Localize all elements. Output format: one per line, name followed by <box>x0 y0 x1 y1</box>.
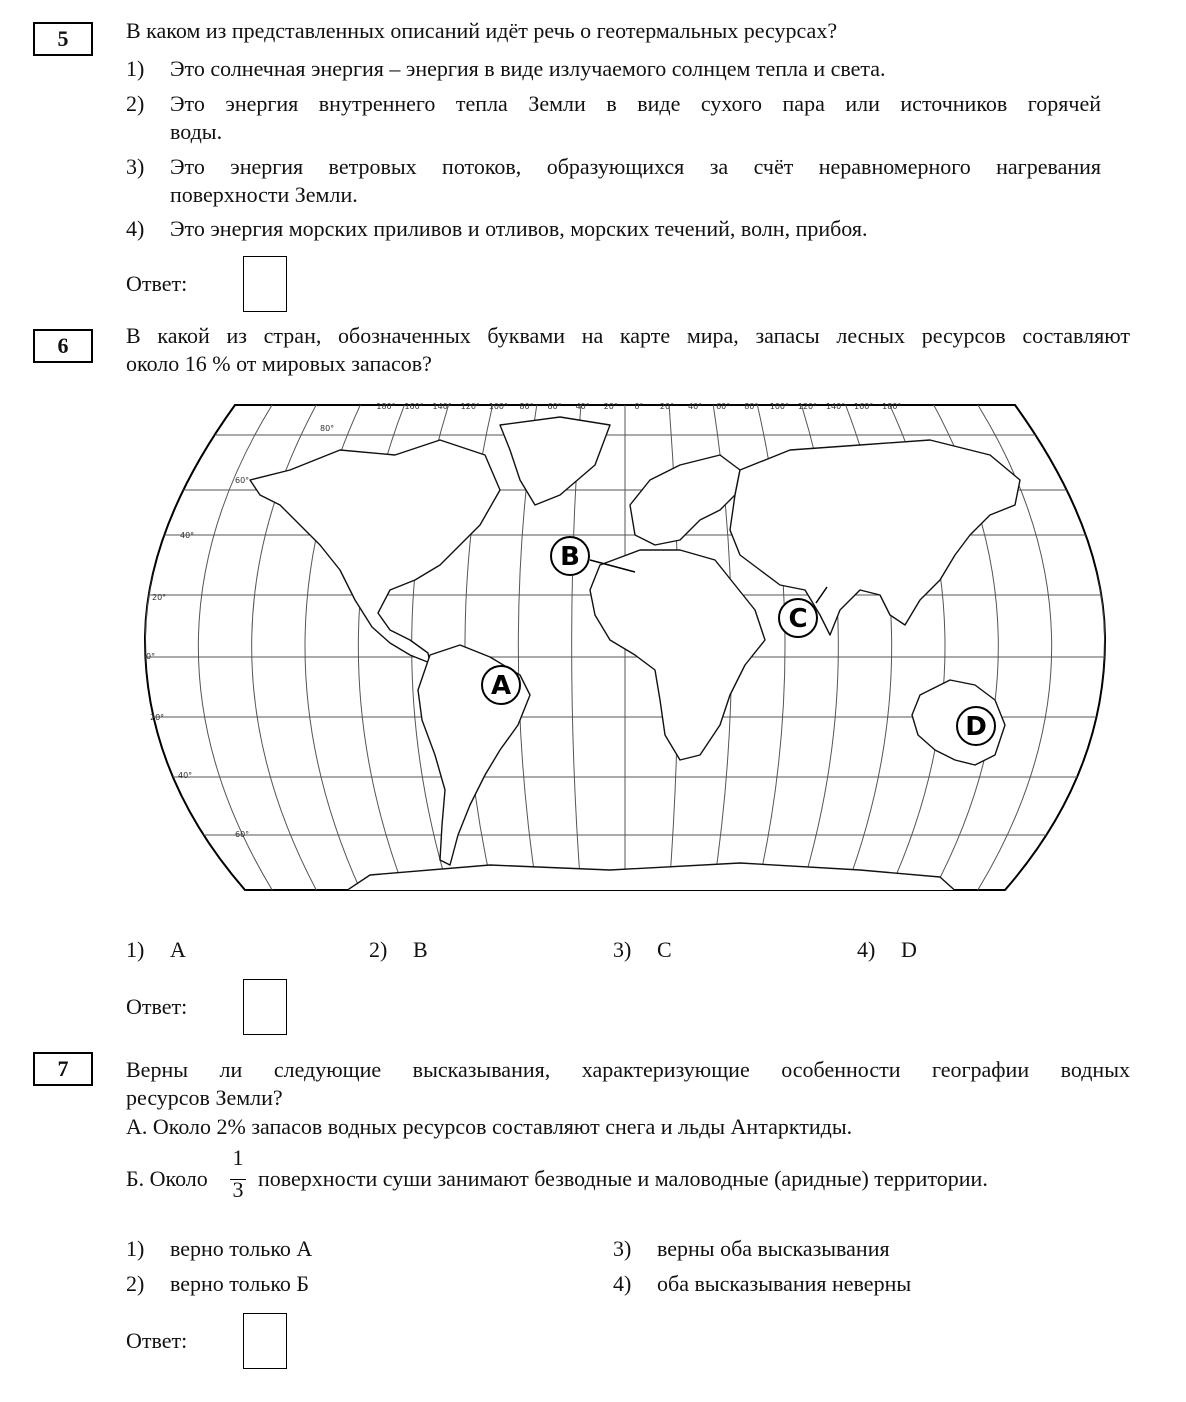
q5-option-1-number: 1) <box>126 56 145 81</box>
q6-option-2-text: B <box>413 937 428 962</box>
q6-option-4-number: 4) <box>857 937 876 962</box>
q7-option-3 <box>613 1236 890 1262</box>
marker-d-label: D <box>965 712 987 742</box>
q6-option-3 <box>613 937 672 963</box>
marker-a-label: A <box>490 671 512 701</box>
longitude-label: 40° <box>688 402 703 411</box>
longitude-label: 100° <box>488 402 509 411</box>
q6-option-2 <box>369 937 428 963</box>
longitude-label: 100° <box>769 402 790 411</box>
world-map <box>140 395 1110 900</box>
marker-b <box>551 537 589 575</box>
question-6-text-line1: В какой из стран, обозначенных буквами на карте мира, запасы лесных ресурсов составляют <box>126 323 1130 348</box>
q6-option-4 <box>857 937 917 963</box>
q7-option-4-number: 4) <box>613 1271 632 1296</box>
q7-option-2-text: верно только Б <box>170 1271 310 1296</box>
q7-option-4 <box>613 1271 911 1297</box>
longitude-label: 140° <box>432 402 452 411</box>
q7-option-3-number: 3) <box>613 1236 632 1261</box>
q6-option-2-number: 2) <box>369 937 388 962</box>
q6-option-1-text: A <box>170 937 186 962</box>
question-number-6: 6 <box>33 329 93 363</box>
q6-option-1-number: 1) <box>126 937 145 962</box>
latitude-label: 60° <box>235 830 250 839</box>
q7-option-1 <box>126 1236 312 1262</box>
q6-option-3-text: C <box>657 937 672 962</box>
q6-option-1 <box>126 937 186 963</box>
latitude-label: 40° <box>178 771 193 780</box>
longitude-label: 20° <box>659 402 675 411</box>
longitude-label: 160° <box>854 402 874 411</box>
statement-b-text: поверхности суши занимают безводные и маловодные (аридные) территории. <box>258 1166 988 1191</box>
question-6-text-line2: около 16 % от мировых запасов? <box>126 351 432 376</box>
q5-option-2-number: 2) <box>126 91 145 116</box>
q5-option-4-text: Это энергия морских приливов и отливов, морских течений, волн, прибоя. <box>170 216 868 241</box>
latitude-label: 0° <box>146 652 156 661</box>
latitude-label: 20° <box>152 593 167 602</box>
q5-option-3-text-line2: поверхности Земли. <box>170 182 358 207</box>
longitude-label: 120° <box>460 402 480 411</box>
q7-answer-label: Ответ: <box>126 1328 188 1353</box>
question-7-text-line2: ресурсов Земли? <box>126 1085 283 1110</box>
q7-option-2 <box>126 1271 309 1297</box>
marker-c-label: C <box>788 604 808 634</box>
longitude-label: 20° <box>603 402 618 411</box>
q5-option-3-number: 3) <box>126 154 145 179</box>
q7-option-3-text: верны оба высказывания <box>657 1236 890 1261</box>
q6-answer-label: Ответ: <box>126 994 188 1019</box>
q6-option-4-text: D <box>901 937 917 962</box>
q7-option-1-number: 1) <box>126 1236 145 1261</box>
longitude-label: 180° <box>376 402 396 411</box>
q5-option-2-text-line2: воды. <box>170 119 223 144</box>
latitude-label: 20° <box>150 713 165 722</box>
fraction-numerator: 1 <box>232 1145 244 1170</box>
longitude-label: 60° <box>547 402 562 411</box>
longitude-label: 140° <box>825 402 846 411</box>
q6-option-3-number: 3) <box>613 937 632 962</box>
question-number-5: 5 <box>33 22 93 56</box>
q5-option-2-text-line1: Это энергия внутреннего тепла Земли в виде сухого пара или источников горячей <box>170 91 1101 116</box>
q5-answer-label: Ответ: <box>126 271 188 296</box>
marker-d <box>957 707 995 745</box>
q5-option-3-text-line1: Это энергия ветровых потоков, образующихся за счёт неравномерного нагревания <box>170 154 1101 179</box>
longitude-label: 40° <box>575 402 590 411</box>
latitude-label: 60° <box>235 476 250 485</box>
fraction-denominator: 3 <box>232 1177 244 1202</box>
q7-option-4-text: оба высказывания неверны <box>657 1271 912 1296</box>
longitude-label: 180° <box>882 402 902 411</box>
longitude-label: 0° <box>634 402 644 411</box>
marker-c <box>779 599 817 637</box>
longitude-label: 160° <box>404 402 424 411</box>
marker-a <box>482 666 520 704</box>
latitude-label: 80° <box>320 424 335 433</box>
statement-a: А. Около 2% запасов водных ресурсов составляют снега и льды Антарктиды. <box>126 1114 853 1139</box>
longitude-label: 60° <box>716 402 731 411</box>
question-number-7: 7 <box>33 1052 93 1086</box>
longitude-label: 120° <box>797 402 818 411</box>
q7-option-1-text: верно только А <box>170 1236 313 1261</box>
q7-option-2-number: 2) <box>126 1271 145 1296</box>
longitude-label: 80° <box>744 402 759 411</box>
q7-answer-box[interactable] <box>243 1313 287 1369</box>
q5-answer-box[interactable] <box>243 256 287 312</box>
longitude-label: 80° <box>519 402 534 411</box>
question-5-text: В каком из представленных описаний идёт речь о геотермальных ресурсах? <box>126 18 838 43</box>
question-7-text-line1: Верны ли следующие высказывания, характеризующие особенности географии водных <box>126 1057 1130 1082</box>
marker-b-label: B <box>560 542 580 572</box>
q5-option-1-text: Это солнечная энергия – энергия в виде излучаемого солнцем тепла и света. <box>170 56 886 81</box>
statement-b-prefix: Б. Около <box>126 1166 208 1191</box>
latitude-label: 40° <box>180 531 195 540</box>
q6-answer-box[interactable] <box>243 979 287 1035</box>
q5-option-4-number: 4) <box>126 216 145 241</box>
